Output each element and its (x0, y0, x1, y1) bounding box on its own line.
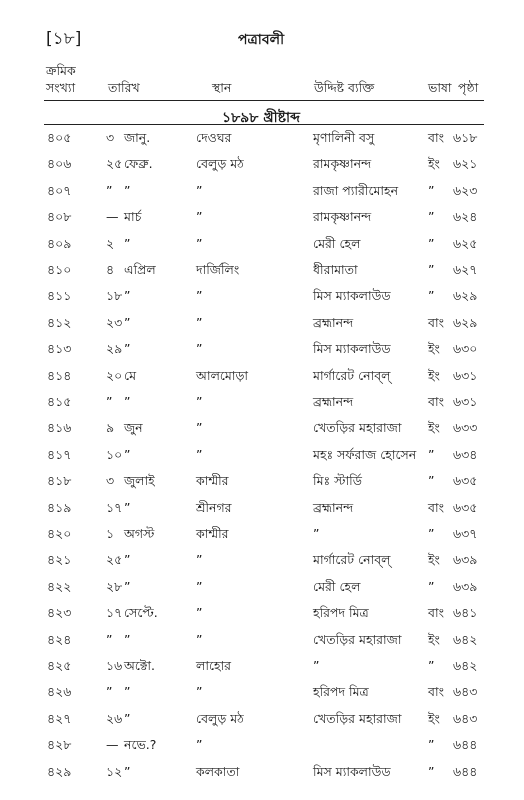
cell-place: ” (196, 209, 203, 225)
cell-page: ৬৪৪ (453, 737, 478, 753)
header-rule-top (44, 100, 484, 101)
cell-num: ৪২১ (47, 552, 72, 568)
cell-recipient: ব্রহ্মানন্দ (313, 499, 354, 515)
cell-page: ৬১৮ (453, 130, 478, 145)
cell-month: ” (124, 763, 131, 779)
cell-month: মার্চ (124, 209, 142, 225)
cell-recipient: ” (313, 526, 320, 541)
cell-place: বেলুড় মঠ (196, 156, 244, 172)
cell-lang: বাং (428, 394, 444, 409)
cell-day: — (106, 737, 119, 753)
cell-recipient: রামকৃষ্ণানন্দ (313, 156, 372, 172)
cell-place: ” (196, 420, 203, 436)
cell-num: ৪১৪ (47, 367, 72, 383)
cell-lang: ইং (428, 552, 440, 568)
cell-page: ৬৩৫ (453, 473, 478, 489)
table-row (0, 552, 524, 576)
cell-lang: ” (428, 763, 435, 779)
cell-day: ১৬ (106, 658, 123, 673)
table-row (0, 420, 524, 444)
cell-month: ” (124, 710, 131, 726)
cell-place: ” (196, 314, 203, 330)
cell-page: ৬৩৯ (453, 578, 478, 594)
table-row (0, 236, 524, 260)
cell-day: ” (106, 684, 113, 700)
cell-month: ” (124, 288, 131, 304)
cell-day: ১২ (106, 763, 123, 779)
cell-month: অগস্ট (124, 526, 155, 541)
cell-page: ৬২১ (453, 156, 478, 172)
table-row (0, 632, 524, 656)
cell-day: — (106, 209, 119, 225)
cell-day: ৩ (106, 473, 115, 489)
table-row (0, 447, 524, 471)
cell-page: ৬২৫ (453, 235, 478, 251)
cell-num: ৪২৭ (47, 710, 72, 726)
cell-month: সেপ্টে. (124, 605, 158, 621)
cell-place: শ্রীনগর (196, 499, 232, 515)
cell-num: ৪১৫ (47, 394, 72, 409)
cell-lang: ” (428, 526, 435, 541)
cell-page: ৬২৯ (453, 288, 478, 304)
cell-page: ৬২৩ (453, 182, 478, 198)
col-header-date: তারিখ (108, 80, 140, 95)
cell-recipient: মার্গারেট নোব্‌ল্‌ (313, 367, 391, 383)
cell-place: ” (196, 552, 203, 568)
table-row (0, 658, 524, 682)
cell-day: ১৮ (106, 288, 123, 304)
cell-page: ৬৪২ (453, 631, 478, 647)
cell-month: ” (124, 235, 131, 251)
cell-num: ৪০৯ (47, 235, 72, 251)
cell-lang: ” (428, 578, 435, 594)
cell-day: ২৬ (106, 710, 123, 726)
page-number: [১৮] (46, 29, 82, 49)
cell-recipient: মিস ম্যাকলাউড (313, 763, 391, 779)
cell-recipient: ব্রহ্মানন্দ (313, 314, 354, 330)
cell-month: জুলাই (124, 473, 155, 489)
table-row (0, 737, 524, 761)
cell-recipient: হরিপদ মিত্র (313, 684, 369, 700)
cell-lang: ইং (428, 341, 440, 357)
cell-num: ৪২৮ (47, 737, 72, 753)
cell-place: বেলুড় মঠ (196, 710, 244, 726)
table-row (0, 711, 524, 735)
cell-month: ফেব্রু. (124, 156, 153, 172)
cell-month: ” (124, 341, 131, 357)
cell-page: ৬৩০ (453, 341, 478, 357)
cell-recipient: মিস ম্যাকলাউড (313, 288, 391, 304)
cell-month: ” (124, 394, 131, 409)
cell-day: ” (106, 631, 113, 647)
cell-place: ” (196, 684, 203, 700)
cell-day: ২৮ (106, 578, 123, 594)
table-row (0, 500, 524, 524)
cell-num: ৪১৩ (47, 341, 72, 357)
cell-month: ” (124, 182, 131, 198)
table-row (0, 526, 524, 550)
cell-month: ” (124, 552, 131, 568)
cell-day: ২ (106, 235, 115, 251)
cell-place: ” (196, 394, 203, 409)
cell-place: কাশ্মীর (196, 526, 229, 541)
cell-num: ৪২২ (47, 578, 72, 594)
cell-num: ৪১০ (47, 262, 72, 277)
cell-num: ৪২৬ (47, 684, 72, 700)
cell-num: ৪১৬ (47, 420, 72, 436)
cell-month: ” (124, 684, 131, 700)
table-row (0, 764, 524, 788)
cell-recipient: মহঃ সর্ফরাজ হোসেন (313, 446, 417, 462)
cell-lang: ” (428, 288, 435, 304)
table-row (0, 341, 524, 365)
cell-page: ৬৩৪ (453, 446, 478, 462)
cell-recipient: মার্গারেট নোব্‌ল্‌ (313, 552, 391, 568)
cell-day: ৩ (106, 130, 115, 145)
cell-recipient: খেতড়ির মহারাজা (313, 631, 402, 647)
cell-lang: ” (428, 209, 435, 225)
col-header-serial-line2: সংখ্যা (46, 80, 76, 95)
cell-num: ৪১৭ (47, 446, 72, 462)
cell-lang: ইং (428, 367, 440, 383)
cell-month: এপ্রিল (124, 262, 156, 277)
table-row (0, 473, 524, 497)
cell-month: জানু. (124, 130, 151, 145)
table-row (0, 288, 524, 312)
cell-month: মে (124, 367, 137, 383)
cell-page: ৬৪২ (453, 658, 478, 673)
cell-place: ” (196, 737, 203, 753)
cell-lang: বাং (428, 605, 444, 621)
cell-place: ” (196, 605, 203, 621)
cell-place: লাহোর (196, 658, 232, 673)
cell-place: ” (196, 446, 203, 462)
cell-place: ” (196, 235, 203, 251)
cell-lang: বাং (428, 130, 444, 145)
cell-day: ২০ (106, 367, 123, 383)
col-header-serial-line1: ক্রমিক (46, 63, 76, 78)
cell-lang: ইং (428, 710, 440, 726)
cell-month: ” (124, 314, 131, 330)
cell-page: ৬৪৩ (453, 710, 478, 726)
cell-day: ১০ (106, 446, 123, 462)
cell-place: ” (196, 578, 203, 594)
cell-page: ৬৩১ (453, 394, 478, 409)
cell-num: ৪০৬ (47, 156, 72, 172)
cell-month: ” (124, 499, 131, 515)
cell-recipient: মিঃ স্টার্ডি (313, 473, 362, 489)
running-title: পত্রাবলী (238, 32, 285, 48)
cell-page: ৬৩৩ (453, 420, 478, 436)
cell-recipient: ধীরামাতা (313, 262, 358, 277)
cell-page: ৬৩৫ (453, 499, 478, 515)
col-header-page: পৃষ্ঠা (458, 80, 479, 95)
table-row (0, 315, 524, 339)
cell-month: ” (124, 631, 131, 647)
cell-recipient: মেরী হেল (313, 235, 361, 251)
cell-page: ৬৪৩ (453, 684, 478, 700)
cell-month: জুন (124, 420, 143, 436)
cell-lang: ” (428, 235, 435, 251)
cell-place: দেওঘর (196, 130, 232, 145)
cell-page: ৬৩৭ (453, 526, 478, 541)
cell-day: ২৫ (106, 156, 123, 172)
cell-num: ৪০৭ (47, 182, 72, 198)
cell-day: ২৩ (106, 314, 123, 330)
table-row (0, 605, 524, 629)
cell-lang: ” (428, 262, 435, 277)
cell-day: ৯ (106, 420, 115, 436)
table-row (0, 368, 524, 392)
cell-place: কাশ্মীর (196, 473, 229, 489)
cell-lang: ইং (428, 156, 440, 172)
cell-day: ১৭ (106, 499, 123, 515)
cell-lang: ” (428, 473, 435, 489)
cell-place: দার্জিলিং (196, 262, 240, 277)
cell-place: ” (196, 288, 203, 304)
table-row (0, 394, 524, 418)
cell-lang: বাং (428, 684, 444, 700)
cell-recipient: মৃণালিনী বসু (313, 130, 375, 145)
cell-page: ৬৩১ (453, 367, 478, 383)
cell-month: ” (124, 578, 131, 594)
cell-place: ” (196, 631, 203, 647)
cell-lang: ” (428, 658, 435, 673)
cell-num: ৪২৪ (47, 631, 72, 647)
col-header-recipient: উদ্দিষ্ট ব্যক্তি (314, 80, 375, 95)
cell-num: ৪২৩ (47, 605, 72, 621)
cell-day: ” (106, 394, 113, 409)
cell-month: নভে.? (124, 737, 157, 753)
table-row (0, 156, 524, 180)
cell-num: ৪২৫ (47, 658, 72, 673)
cell-day: ২৫ (106, 552, 123, 568)
cell-num: ৪২০ (47, 526, 72, 541)
table-row (0, 262, 524, 286)
cell-place: ” (196, 182, 203, 198)
cell-recipient: রামকৃষ্ণানন্দ (313, 209, 372, 225)
cell-lang: বাং (428, 499, 444, 515)
cell-recipient: রাজা প্যারীমোহন (313, 182, 399, 198)
table-row (0, 684, 524, 708)
cell-num: ৪১৮ (47, 473, 72, 489)
cell-lang: ইং (428, 631, 440, 647)
cell-recipient: ব্রহ্মানন্দ (313, 394, 354, 409)
cell-recipient: মিস ম্যাকলাউড (313, 341, 391, 357)
cell-num: ৪২৯ (47, 763, 72, 779)
cell-page: ৬২৪ (453, 209, 478, 225)
cell-lang: বাং (428, 314, 444, 330)
cell-lang: ” (428, 737, 435, 753)
cell-recipient: খেতড়ির মহারাজা (313, 710, 402, 726)
table-row (0, 209, 524, 233)
cell-day: ৪ (106, 262, 115, 277)
cell-page: ৬৪৪ (453, 763, 478, 779)
table-row (0, 130, 524, 154)
cell-recipient: হরিপদ মিত্র (313, 605, 369, 621)
cell-lang: ” (428, 182, 435, 198)
cell-page: ৬২৭ (453, 262, 478, 277)
cell-place: ” (196, 341, 203, 357)
cell-place: কলকাতা (196, 763, 240, 779)
cell-day: ১৭ (106, 605, 123, 621)
cell-recipient: খেতড়ির মহারাজা (313, 420, 402, 436)
cell-day: ১ (106, 526, 115, 541)
cell-day: ২৯ (106, 341, 123, 357)
cell-page: ৬৪১ (453, 605, 478, 621)
cell-num: ৪১৯ (47, 499, 72, 515)
cell-page: ৬৩৯ (453, 552, 478, 568)
cell-recipient: মেরী হেল (313, 578, 361, 594)
cell-lang: ” (428, 446, 435, 462)
cell-month: অক্টো. (124, 658, 155, 673)
cell-num: ৪০৫ (47, 130, 72, 145)
col-header-place: স্থান (212, 80, 232, 95)
cell-lang: ইং (428, 420, 440, 436)
cell-month: ” (124, 446, 131, 462)
year-heading: ১৮৯৮ খ্রীষ্টাব্দ (222, 110, 300, 126)
table-row (0, 183, 524, 207)
table-row (0, 579, 524, 603)
col-header-language: ভাষা (428, 80, 452, 95)
header-rule-bottom (44, 124, 484, 125)
cell-recipient: ” (313, 658, 320, 673)
cell-page: ৬২৯ (453, 314, 478, 330)
cell-day: ” (106, 182, 113, 198)
cell-place: আলমোড়া (196, 367, 249, 383)
cell-num: ৪০৮ (47, 209, 72, 225)
cell-num: ৪১২ (47, 314, 72, 330)
cell-num: ৪১১ (47, 288, 72, 304)
